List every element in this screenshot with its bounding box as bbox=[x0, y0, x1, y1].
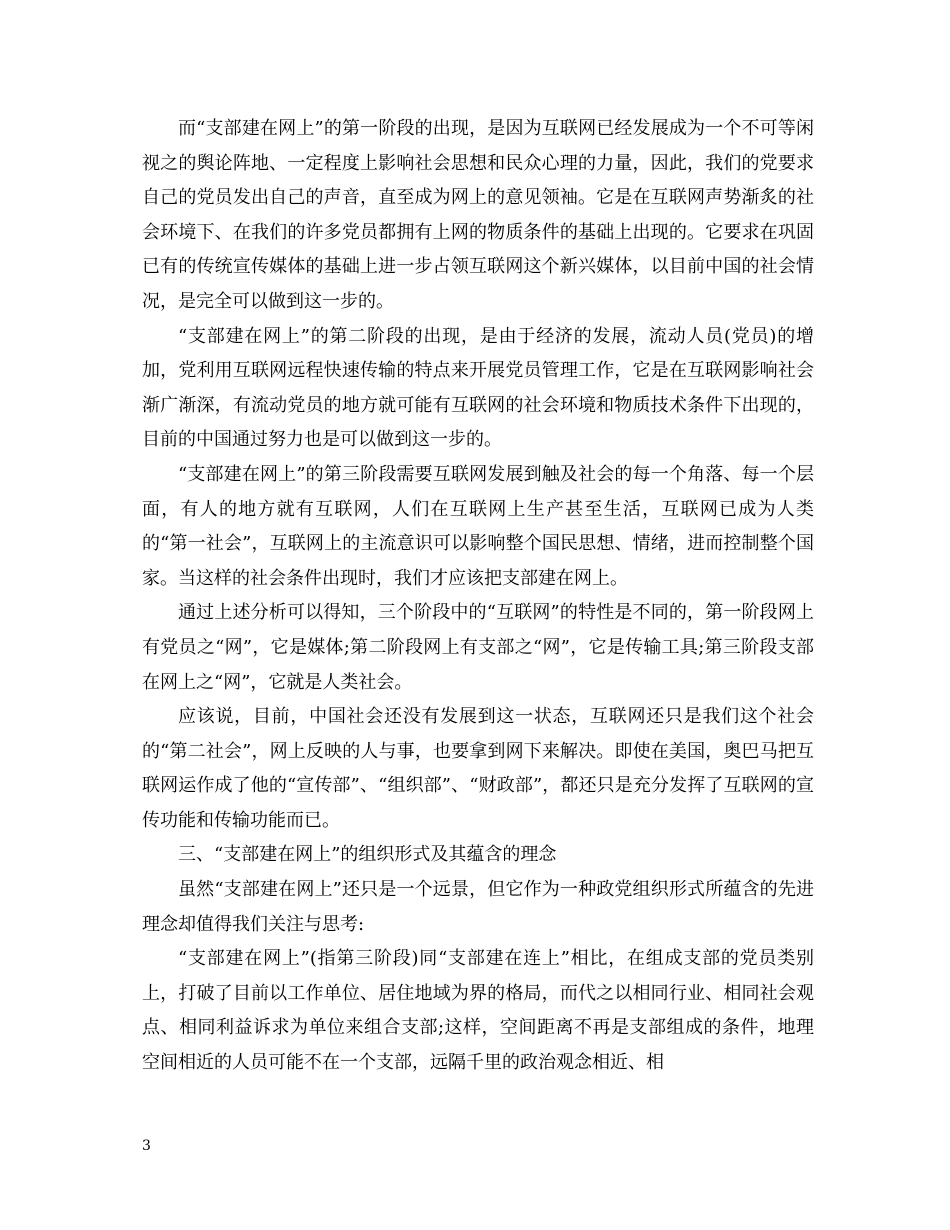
paragraph-2: “支部建在网上”的第二阶段的出现，是由于经济的发展，流动人员(党员)的增加，党利用互联网远程快速传输的特点来开展党员管理工作，它是在互联网影响社会渐广渐深，有流动党员的地方就可能有互联网的社会环境和物质技术条件下出现的，目前的中国通过努力也是可以做到这一步的。 bbox=[142, 325, 814, 451]
document-body bbox=[142, 112, 814, 1081]
paragraph-3: “支部建在网上”的第三阶段需要互联网发展到触及社会的每一个角落、每一个层面，有人的地方就有互联网，人们在互联网上生产甚至生活，互联网已成为人类的“第一社会”，互联网上的主流意识可以影响整个国民思想、情绪，进而控制整个国家。当这样的社会条件出现时，我们才应该把支部建在网上。 bbox=[142, 463, 814, 589]
paragraph-7: “支部建在网上”(指第三阶段)同“支部建在连上”相比，在组成支部的党员类别上，打破了目前以工作单位、居住地域为界的格局，而代之以相同行业、相同社会观点、相同利益诉求为单位来组合支部;这样，空间距离不再是支部组成的条件，地理空间相近的人员可能不在一个支部，远隔千里的政治观念相近、相 bbox=[142, 948, 814, 1074]
paragraph-1: 而“支部建在网上”的第一阶段的出现，是因为互联网已经发展成为一个不可等闲视之的舆论阵地、一定程度上影响社会思想和民众心理的力量，因此，我们的党要求自己的党员发出自己的声音，直至成为网上的意见领袖。它是在互联网声势渐炙的社会环境下、在我们的许多党员都拥有上网的物质条件的基础上出现的。它要求在巩固已有的传统宣传媒体的基础上进一步占领互联网这个新兴媒体，以目前中国的社会情况，是完全可以做到这一步的。 bbox=[142, 118, 814, 312]
paragraph-6: 虽然“支部建在网上”还只是一个远景，但它作为一种政党组织形式所蕴含的先进理念却值得我们关注与思考: bbox=[142, 879, 814, 935]
page-number: 3 bbox=[142, 1138, 151, 1154]
paragraph-5: 应该说，目前，中国社会还没有发展到这一状态，互联网还只是我们这个社会的“第二社会”，网上反映的人与事，也要拿到网下来解决。即使在美国，奥巴马把互联网运作成了他的“宣传部”、“组织部”、“财政部”，都还只是充分发挥了互联网的宣传功能和传输功能而已。 bbox=[142, 706, 814, 831]
paragraph-4: 通过上述分析可以得知，三个阶段中的“互联网”的特性是不同的，第一阶段网上有党员之“网”，它是媒体;第二阶段网上有支部之“网”，它是传输工具;第三阶段支部在网上之“网”，它就是人类社会。 bbox=[142, 602, 814, 693]
section-heading: 三、“支部建在网上”的组织形式及其蕴含的理念 bbox=[178, 844, 557, 866]
